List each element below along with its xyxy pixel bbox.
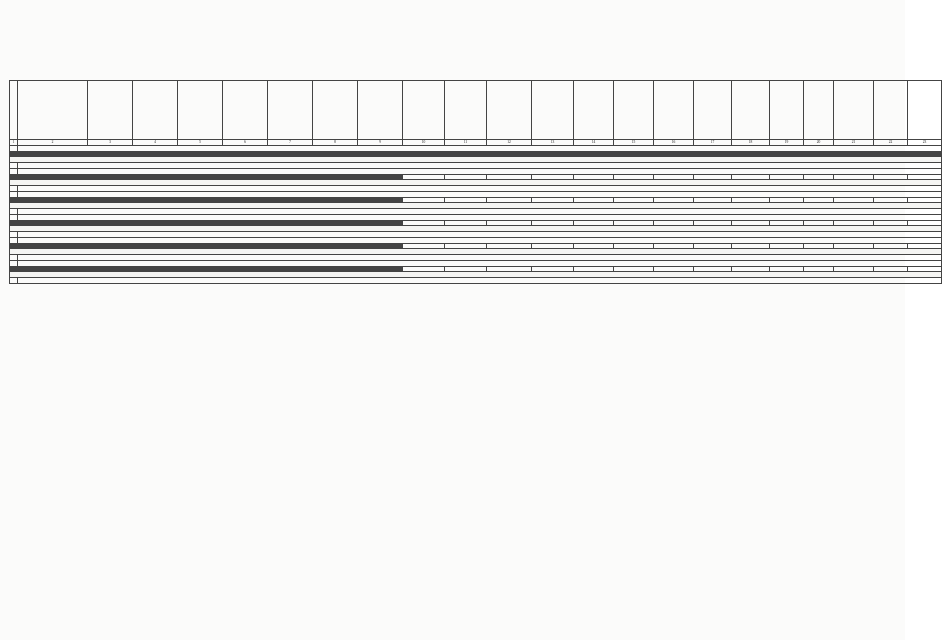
- table-cell: [770, 81, 804, 140]
- table-cell: 3: [88, 140, 133, 146]
- table-cell: 21: [834, 140, 874, 146]
- table-cell: 9: [358, 140, 403, 146]
- table-cell: 13: [532, 140, 574, 146]
- table-cell: [574, 81, 614, 140]
- program-heading: [10, 278, 942, 284]
- table-cell: 7: [268, 140, 313, 146]
- table-cell: [694, 81, 732, 140]
- table-cell: 1: [10, 140, 18, 146]
- table-cell: 17: [694, 140, 732, 146]
- table-cell: [614, 81, 654, 140]
- table-cell: [445, 81, 487, 140]
- table-cell: 15: [614, 140, 654, 146]
- table-cell: [133, 81, 178, 140]
- table-cell: [834, 81, 874, 140]
- table-cell: [10, 278, 18, 284]
- investment-table: [9, 80, 942, 284]
- table-cell: [88, 81, 133, 140]
- table-cell: 11: [445, 140, 487, 146]
- table-cell: [18, 81, 88, 140]
- table-cell: 2: [18, 140, 88, 146]
- table-cell: 22: [874, 140, 908, 146]
- table-cell: 14: [574, 140, 614, 146]
- table-cell: [403, 81, 445, 140]
- table-cell: [313, 81, 358, 140]
- table-cell: [487, 81, 532, 140]
- table-cell: [732, 81, 770, 140]
- table-cell: [223, 81, 268, 140]
- table-cell: 16: [654, 140, 694, 146]
- table-cell: 8: [313, 140, 358, 146]
- table-cell: 20: [804, 140, 834, 146]
- table-cell: [908, 81, 942, 140]
- table-cell: [178, 81, 223, 140]
- table-cell: 10: [403, 140, 445, 146]
- table-cell: [804, 81, 834, 140]
- table-cell: 4: [133, 140, 178, 146]
- table-cell: 6: [223, 140, 268, 146]
- table-cell: 12: [487, 140, 532, 146]
- table-cell: 23: [908, 140, 942, 146]
- table-cell: [18, 278, 942, 284]
- table-header-row: [10, 81, 942, 140]
- table-cell: [874, 81, 908, 140]
- table-cell: 5: [178, 140, 223, 146]
- table-cell: 18: [732, 140, 770, 146]
- table-cell: 19: [770, 140, 804, 146]
- table-cell: [268, 81, 313, 140]
- table-cell: [654, 81, 694, 140]
- table-cell: [358, 81, 403, 140]
- table-cell: [10, 81, 18, 140]
- table-cell: [532, 81, 574, 140]
